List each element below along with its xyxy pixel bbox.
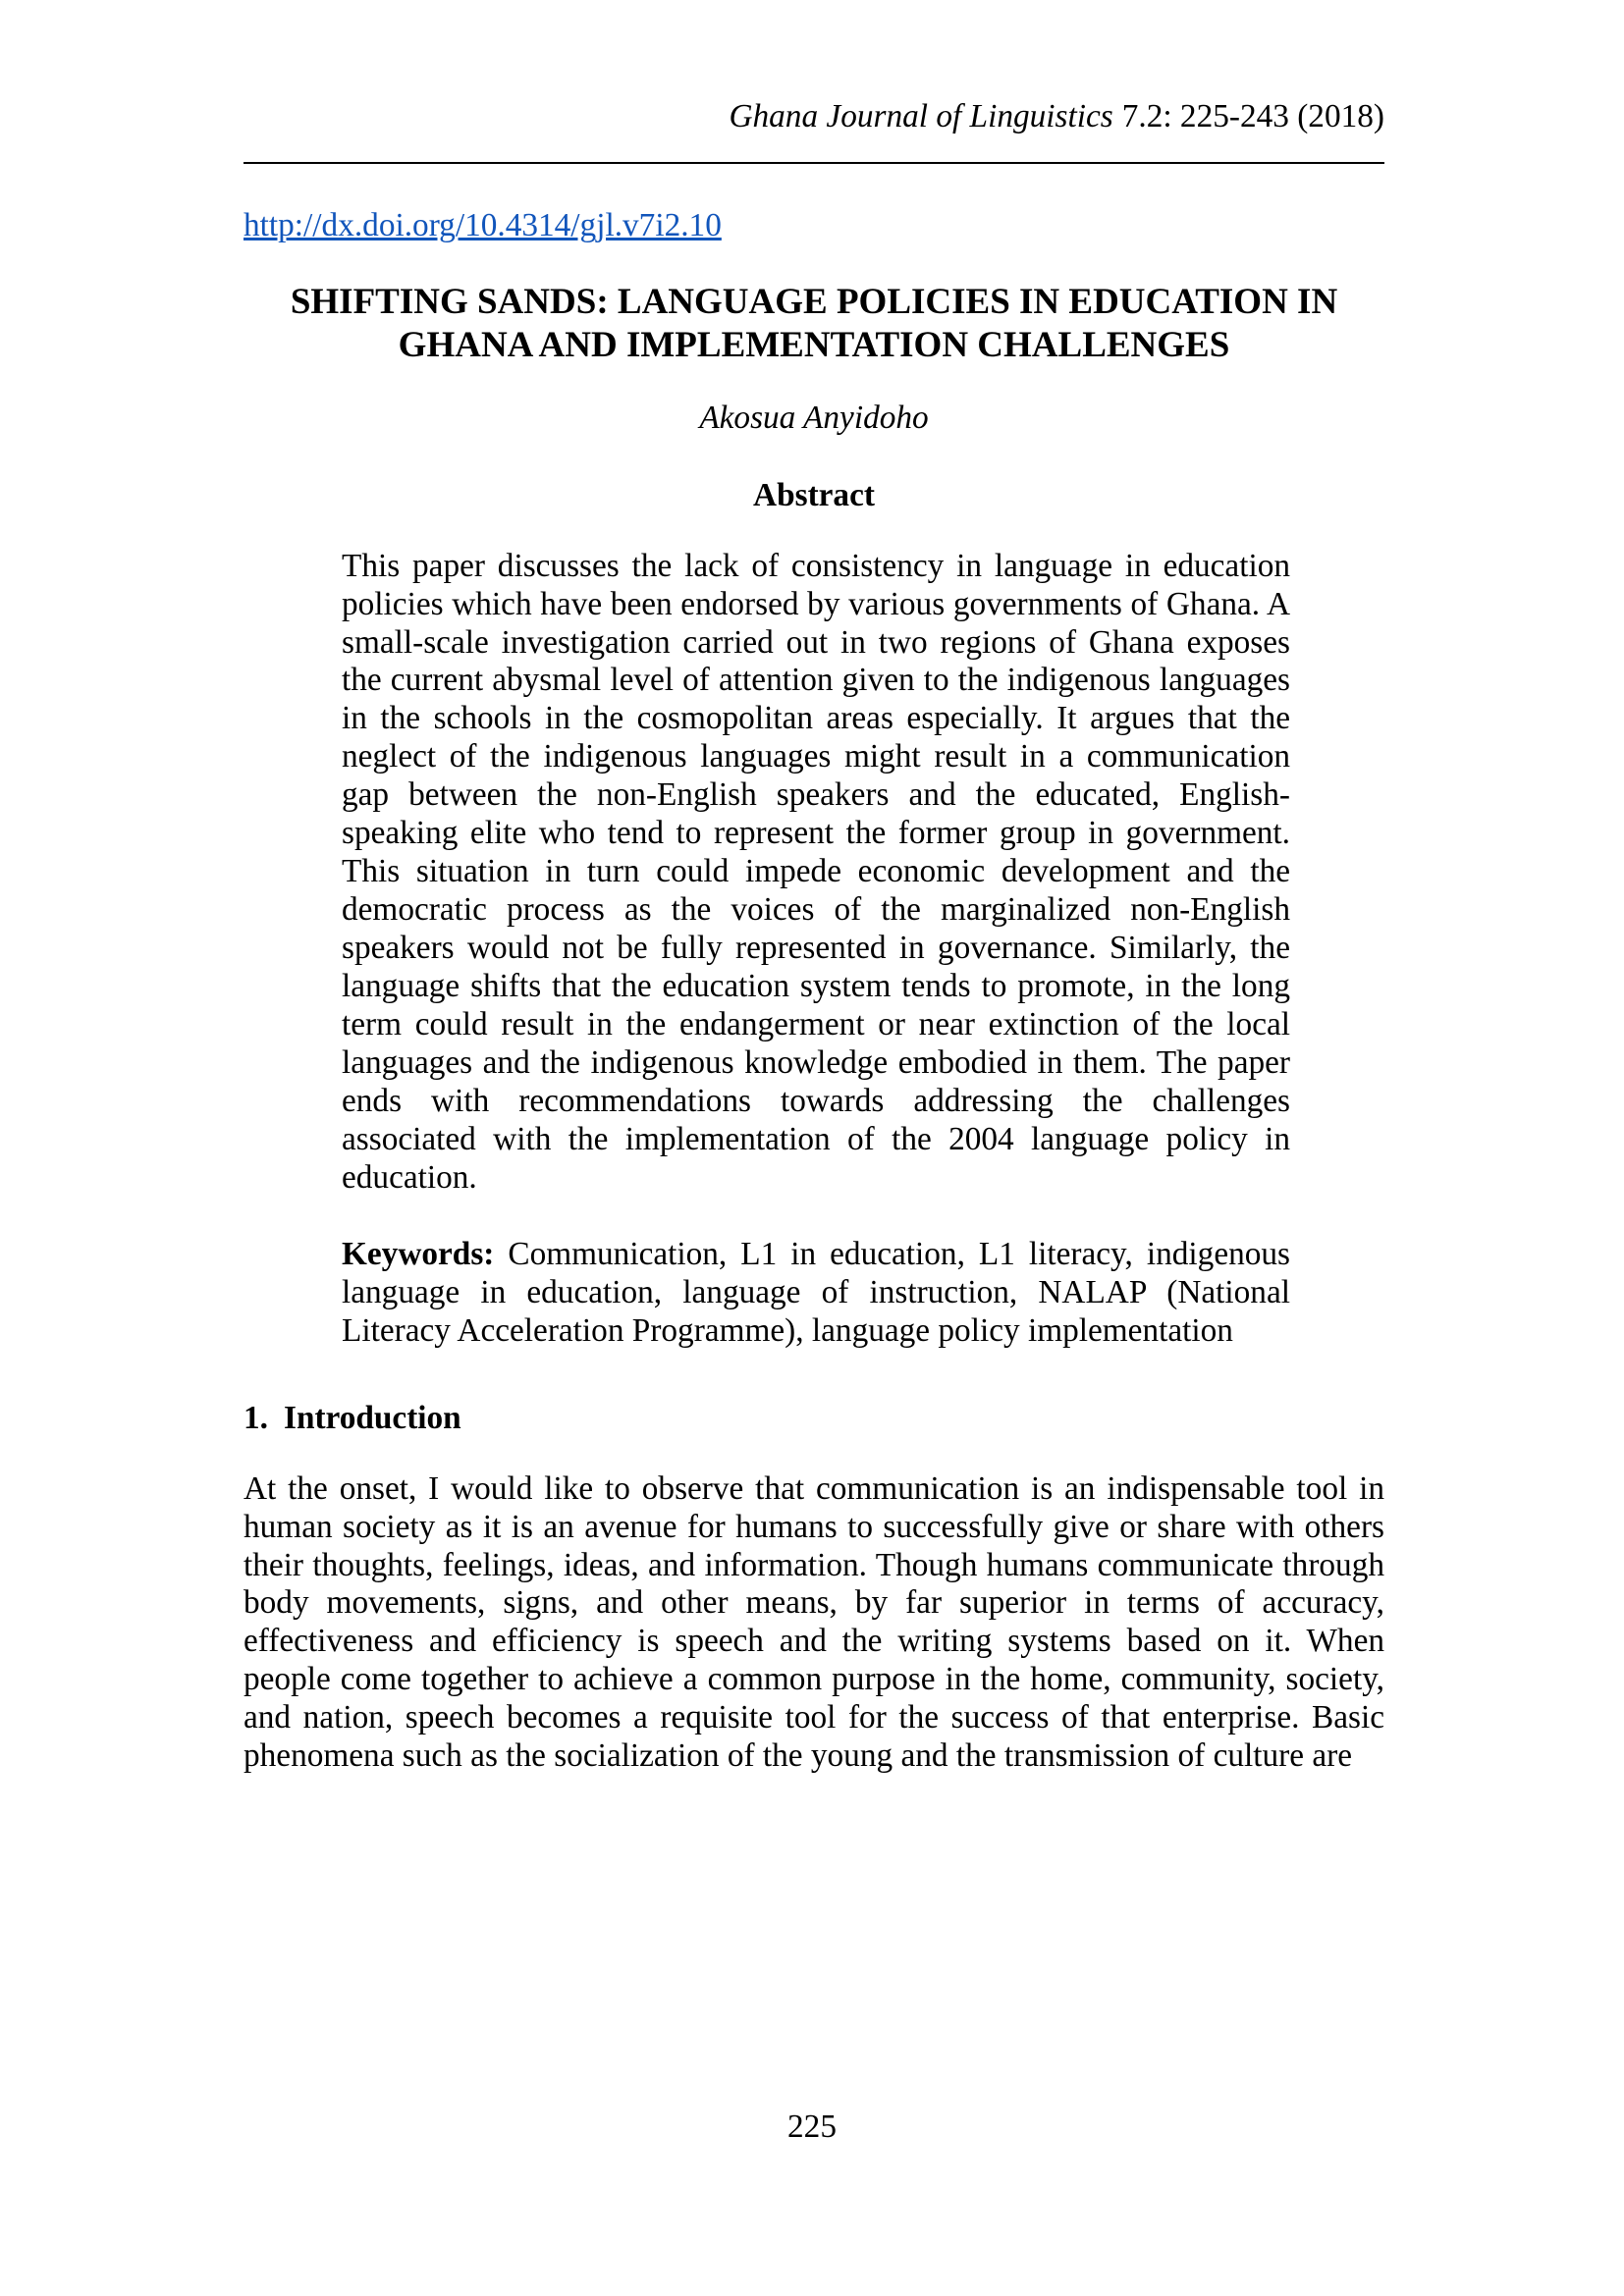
keywords-label: Keywords: — [342, 1235, 495, 1272]
author-name: Akosua Anyidoho — [699, 399, 929, 436]
introduction-paragraph: At the onset, I would like to observe that communication is an indispensable tool in human society as it is an avenue for humans to successfully give or share with others their thoughts, feelings, ideas, and information. Though humans communicate through body movements, signs, and other means, by far superior in terms of accuracy, effectiveness and efficiency is speech and the writing systems based on it. When people come together to achieve a common purpose in the home, community, society, and nation, speech becomes a requisite tool for the success of that enterprise. Basic phenomena such as the socialization of the young and the transmission of culture are — [244, 1469, 1384, 1775]
journal-header — [244, 0, 1384, 164]
page-number: 225 — [787, 2109, 837, 2145]
section-1-heading — [244, 1400, 1384, 1438]
keywords-text: Communication, L1 in education, L1 literacy, indigenous language in education, language of instruction, NALAP (National Literacy Acceleration Programme), language policy implementation — [342, 1235, 1290, 1349]
doi-link[interactable]: http://dx.doi.org/10.4314/gjl.v7i2.10 — [244, 206, 722, 243]
section-number: 1. — [244, 1399, 268, 1436]
journal-name: Ghana Journal of Linguistics — [729, 98, 1113, 134]
doi-row — [244, 207, 1384, 245]
keywords-paragraph — [342, 1236, 1290, 1351]
journal-volume-info: 7.2: 225-243 (2018) — [1121, 98, 1384, 134]
abstract-heading: Abstract — [753, 476, 875, 513]
paper-title — [244, 281, 1384, 368]
abstract-body: This paper discusses the lack of consistency in language in education policies which have been endorsed by various governments of Ghana. A small-scale investigation carried out in two regions of Ghana exposes the current abysmal level of attention given to the indigenous languages in the schools in the cosmopolitan areas especially. It argues that the neglect of the indigenous languages might result in a communication gap between the non-English speakers and the educated, English-speaking elite who tend to represent the former group in government. This situation in turn could impede economic development and the democratic process as the voices of the marginalized non-English speakers would not be fully represented in governance. Similarly, the language shifts that the education system tends to promote, in the long term could result in the endangerment or near extinction of the local languages and the indigenous knowledge embodied in them. The paper ends with recommendations towards addressing the challenges associated with the implementation of the 2004 language policy in education. — [342, 547, 1290, 1196]
section-title: Introduction — [283, 1399, 461, 1436]
paper-title-line-1: SHIFTING SANDS: LANGUAGE POLICIES IN EDUCATION IN — [290, 281, 1338, 322]
paper-title-line-2: GHANA AND IMPLEMENTATION CHALLENGES — [398, 325, 1230, 366]
